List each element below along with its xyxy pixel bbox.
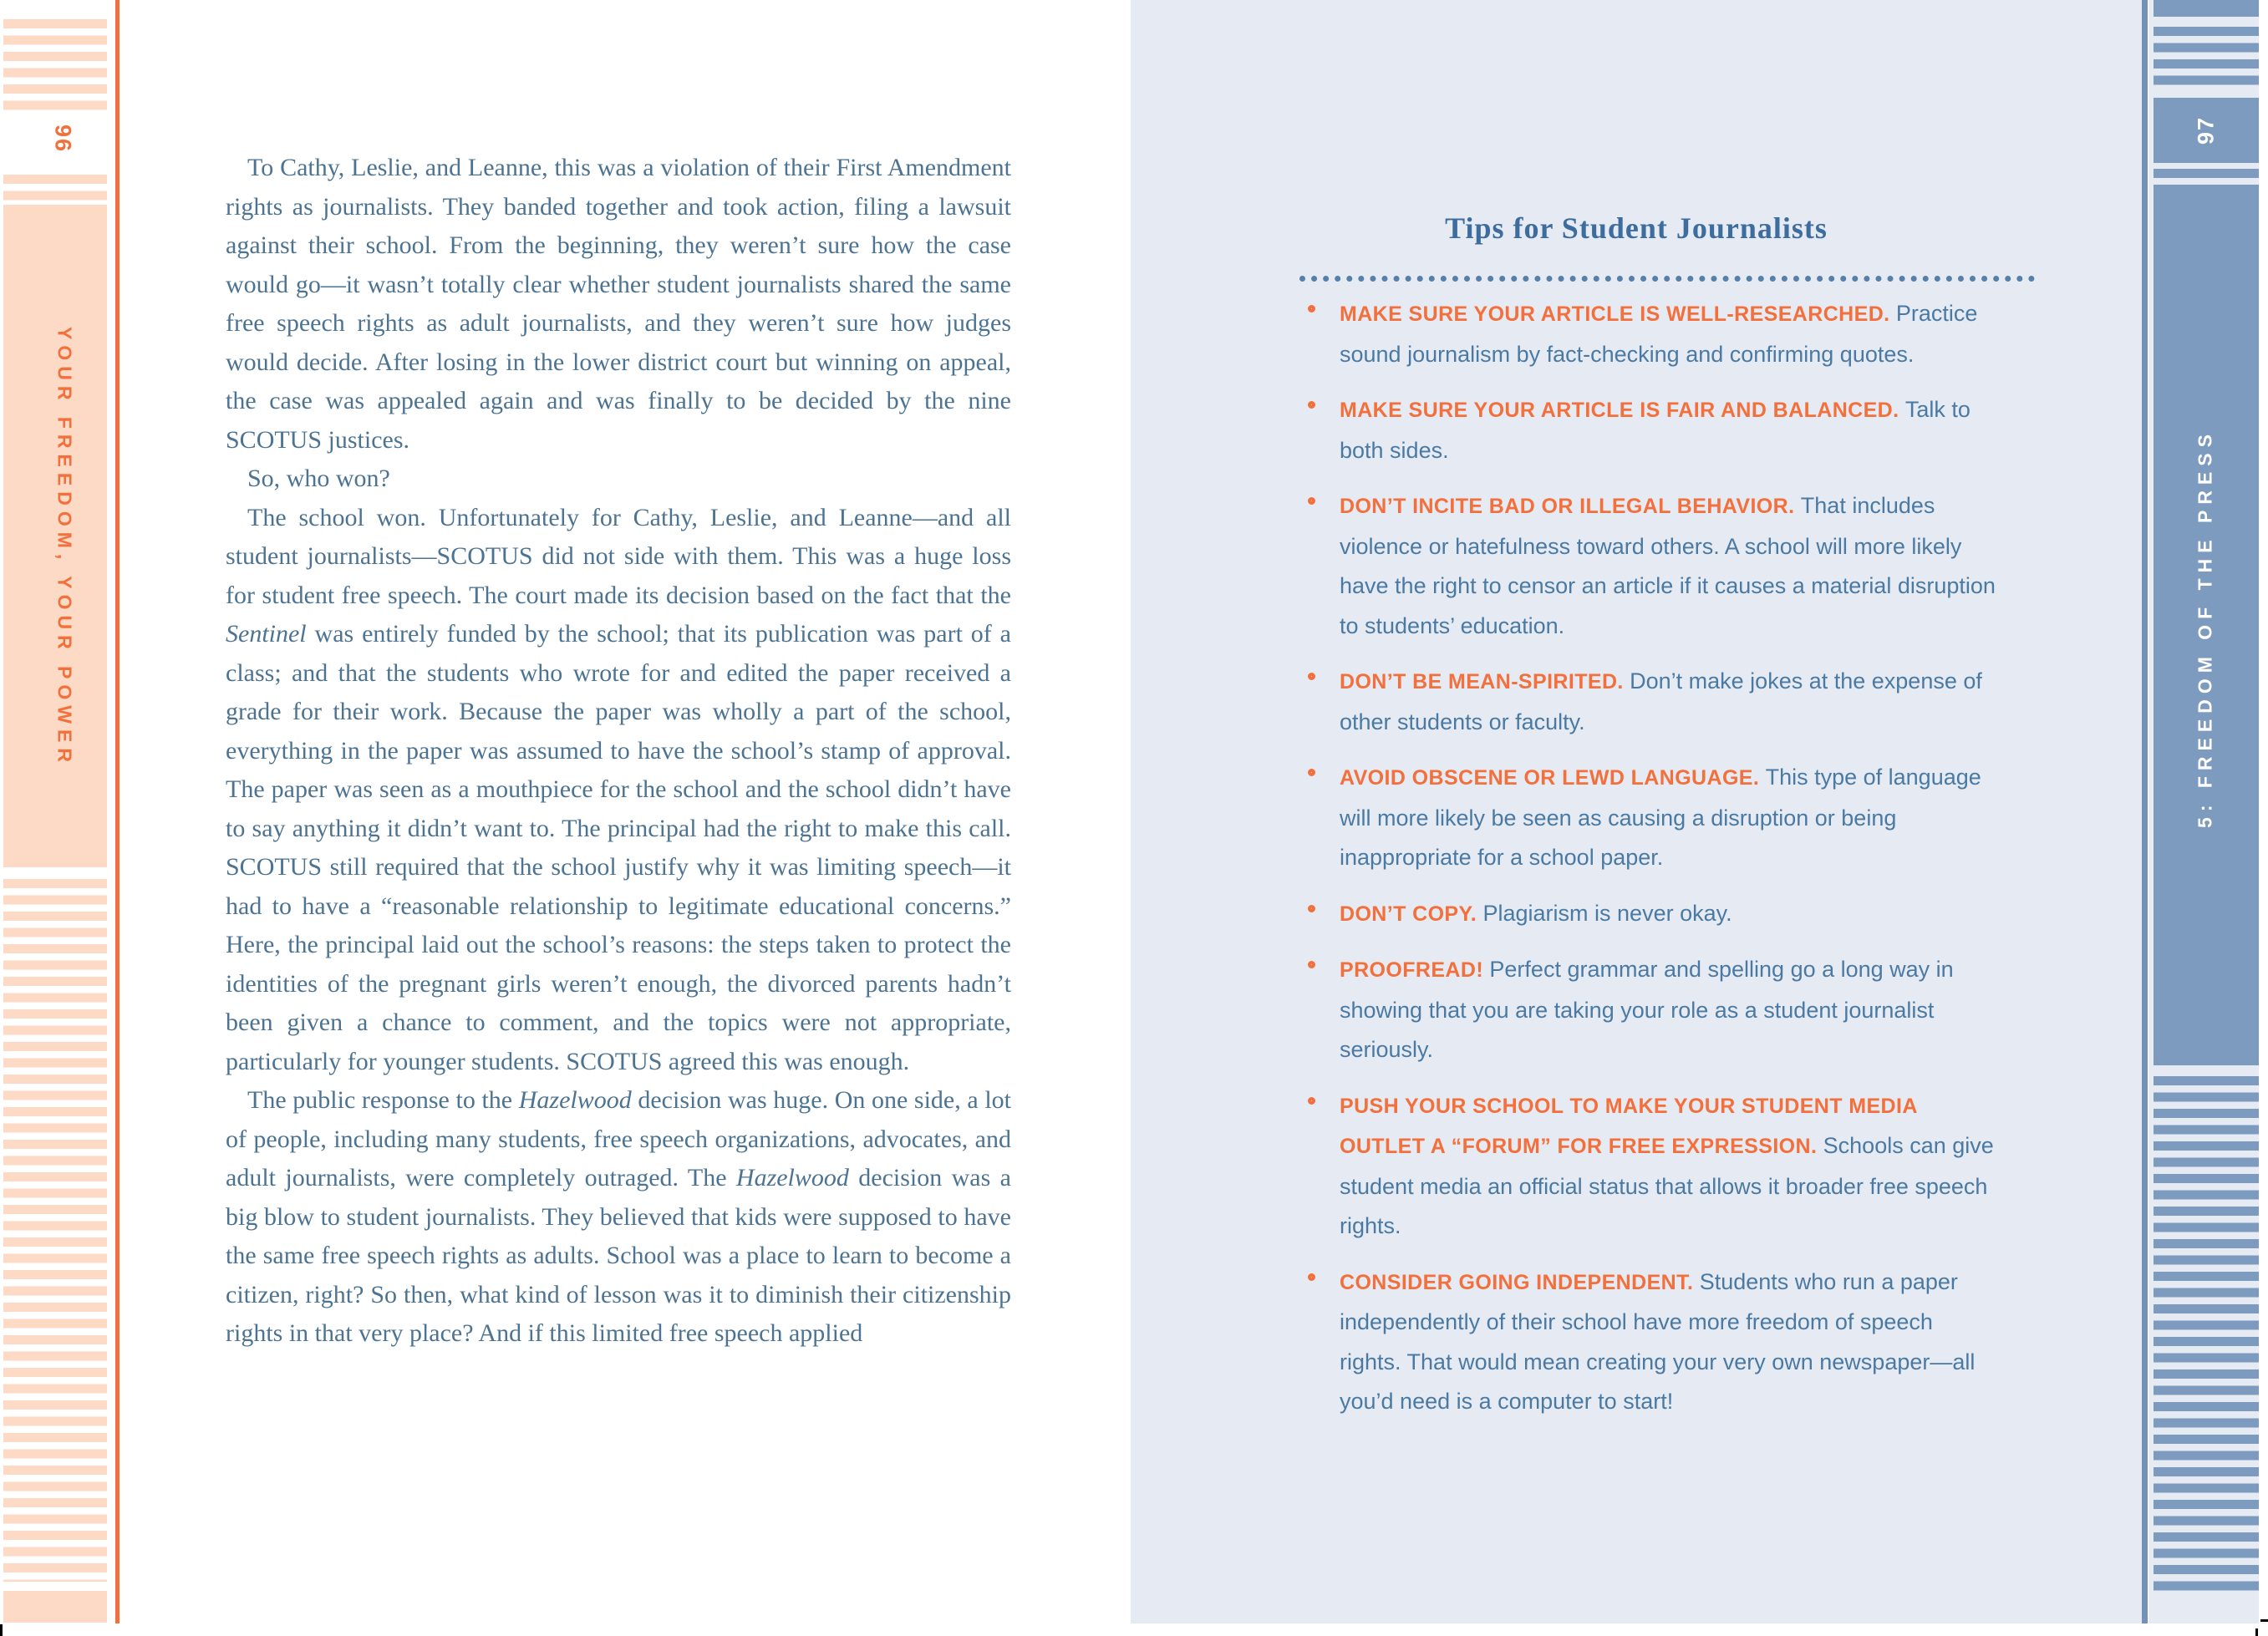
tip-item	[1308, 894, 2000, 935]
tip-lead: MAKE SURE YOUR ARTICLE IS FAIR AND BALANCED.	[1340, 399, 1905, 422]
tip-item	[1308, 294, 2000, 374]
tip-bullet-icon	[1308, 673, 1315, 680]
left-vertical-rule	[115, 0, 120, 1623]
tip-lead: MAKE SURE YOUR ARTICLE IS WELL-RESEARCHED.	[1340, 302, 1896, 326]
left-page-number: 96	[50, 124, 76, 154]
tip-bullet-icon	[1308, 905, 1315, 912]
tip-bullet-icon	[1308, 401, 1315, 409]
crop-mark-bottom-right-dash	[2260, 1619, 2268, 1622]
tips-panel	[1131, 0, 2142, 1623]
tip-lead: PUSH YOUR SCHOOL TO MAKE YOUR STUDENT MEDIA OUTLET A “FORUM” FOR FREE EXPRESSION.	[1340, 1094, 1917, 1158]
tip-item	[1308, 1263, 2000, 1422]
tip-item	[1308, 1086, 2000, 1247]
tip-text: Practice sound journalism by fact-checking and confirming quotes.	[1340, 301, 1978, 367]
right-sidebar-stripes-bottom	[2154, 1076, 2259, 1593]
tip-bullet-icon	[1308, 305, 1315, 312]
left-page-body	[226, 149, 1011, 1354]
tip-lead: DON’T INCITE BAD OR ILLEGAL BEHAVIOR.	[1340, 495, 1801, 518]
tip-text: Don’t make jokes at the expense of other students or faculty.	[1340, 668, 1982, 734]
tip-item	[1308, 390, 2000, 470]
left-sidebar-title: YOUR FREEDOM, YOUR POWER	[53, 327, 76, 768]
tip-text: Plagiarism is never okay.	[1482, 900, 1732, 926]
crop-mark-bottom-right-tick	[2255, 1628, 2258, 1636]
tip-bullet-icon	[1308, 769, 1315, 776]
crop-mark-bottom-left	[0, 1624, 3, 1636]
tip-bullet-icon	[1308, 961, 1315, 968]
tip-bullet-icon	[1308, 497, 1315, 505]
tip-text: Perfect grammar and spelling go a long way in showing that you are taking your role as a student journalist seriously.	[1340, 957, 1954, 1062]
left-sidebar-stripes-top	[3, 19, 107, 113]
dotted-rule	[1299, 276, 2035, 282]
body-paragraph: To Cathy, Leslie, and Leanne, this was a violation of their First Amendment rights as journalists. They banded together and took action, filing a lawsuit against their school. From the beginning, they weren’t sure how the case would go—it wasn’t totally clear whether student journalists shared the same free speech rights as adult journalists, and they weren’t sure how judges would decide. After losing in the lower district court but winning on appeal, the case was appealed again and was finally to be decided by the nine SCOTUS justices.	[226, 154, 1011, 454]
right-page-number: 97	[2193, 115, 2219, 145]
body-paragraph: The public response to the Hazelwood decision was huge. On one side, a lot of people, including many students, free speech organizations, advocates, and adult journalists, were completely outraged. The Hazelwood decision was a big blow to student journalists. They believed that kids were supposed to have the same free speech rights as adults. School was a place to learn to become a citizen, right? So then, what kind of lesson was it to diminish their citizenship rights in that very place? And if this limited free speech applied	[226, 1086, 1011, 1347]
tip-lead: CONSIDER GOING INDEPENDENT.	[1340, 1270, 1700, 1294]
tip-text: Schools can give student media an official status that allows it broader free speech rights.	[1340, 1133, 1994, 1238]
left-sidebar-footer-block	[3, 1591, 107, 1623]
body-paragraph: So, who won?	[247, 465, 390, 492]
tip-text: Talk to both sides.	[1340, 397, 1971, 463]
tip-lead: DON’T COPY.	[1340, 902, 1483, 926]
tip-lead: PROOFREAD!	[1340, 958, 1490, 982]
right-sidebar-stripes-top	[2154, 27, 2259, 85]
tip-item	[1308, 662, 2000, 742]
tip-item	[1308, 758, 2000, 878]
tip-bullet-icon	[1308, 1273, 1315, 1281]
tips-title: Tips for Student Journalists	[1445, 211, 1828, 245]
body-paragraph: The school won. Unfortunately for Cathy, Leslie, and Leanne—and all student journalists—SCOTUS did not side with them. This was a huge loss for student free speech. The court made its decision based on the fact that the Sentinel was entirely funded by the school; that its publication was part of a class; and that the students who wrote for and edited the paper received a grade for their work. Because the paper was wholly a part of the school, everything in the paper was assumed to have the school’s stamp of approval. The paper was seen as a mouthpiece for the school and the school didn’t have to say anything it didn’t want to. The principal had the right to make this call. SCOTUS still required that the school justify why it was limiting speech—it had to have a “reasonable relationship to legitimate educational concerns.” Here, the principal laid out the school’s reasons: the steps taken to protect the identities of the pregnant girls weren’t enough, the divorced parents hadn’t been given a chance to comment, and the topics were not appropriate, particularly for younger students. SCOTUS agreed this was enough.	[226, 503, 1011, 1075]
tip-text: Students who run a paper independently of their school have more freedom of speech rights. That would mean creating your very own newspaper—all you’d need is a computer to start!	[1340, 1268, 1976, 1414]
tip-text: This type of language will more likely be seen as causing a disruption or being inappropriate for a school paper.	[1340, 765, 1981, 870]
tip-lead: DON’T BE MEAN-SPIRITED.	[1340, 670, 1630, 694]
left-sidebar-stripes-mid	[3, 175, 107, 201]
tip-lead: AVOID OBSCENE OR LEWD LANGUAGE.	[1340, 766, 1766, 790]
tips-list	[1308, 294, 2000, 1438]
tip-item	[1308, 486, 2000, 646]
tip-text: That includes violence or hatefulness toward others. A school will more likely have the right to censor an article if it causes a material disruption to students’ education.	[1340, 493, 1996, 638]
right-sidebar-stripes-mid	[2154, 169, 2259, 178]
tip-item	[1308, 950, 2000, 1070]
tip-bullet-icon	[1308, 1097, 1315, 1105]
right-sidebar-title: 5: FREEDOM OF THE PRESS	[2194, 429, 2216, 828]
left-sidebar-stripes-bottom	[3, 879, 107, 1582]
right-vertical-rule	[2142, 0, 2148, 1623]
right-sidebar-top-band	[2154, 0, 2259, 17]
